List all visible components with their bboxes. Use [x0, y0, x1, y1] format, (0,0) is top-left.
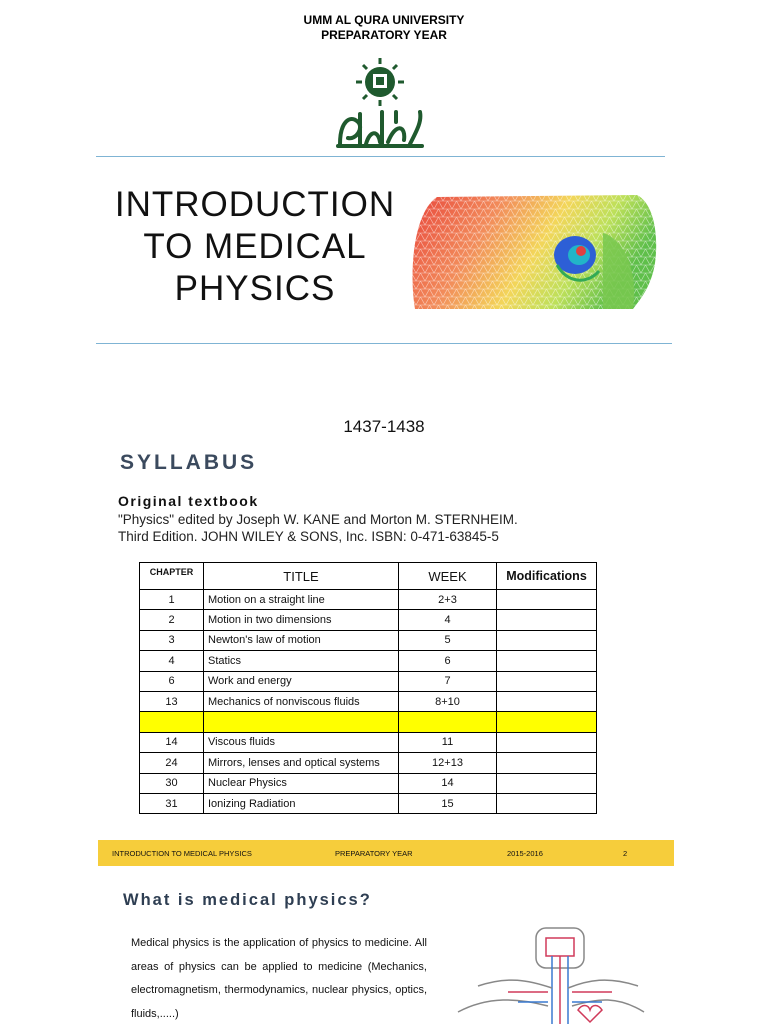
- table-row: [140, 712, 597, 732]
- table-row: [140, 753, 597, 773]
- cover-title: [100, 184, 410, 310]
- table-row: [140, 651, 597, 671]
- body-systems-diagram: [448, 926, 648, 1024]
- cell-chapter: 4: [140, 651, 204, 671]
- cell-title: Nuclear Physics: [204, 773, 399, 793]
- cell-title: Newton's law of motion: [204, 630, 399, 650]
- cell-title: [204, 712, 399, 732]
- cell-modifications: [497, 651, 597, 671]
- table-row: [140, 671, 597, 691]
- cell-week: [399, 712, 497, 732]
- table-row: [140, 630, 597, 650]
- column-header-title: TITLE: [204, 563, 399, 590]
- column-header-week: WEEK: [399, 563, 497, 590]
- cell-week: 14: [399, 773, 497, 793]
- top-divider: [96, 156, 665, 157]
- cell-modifications: [497, 712, 597, 732]
- cell-chapter: [140, 712, 204, 732]
- cell-week: 12+13: [399, 753, 497, 773]
- column-header-chapter: CHAPTER: [140, 563, 204, 590]
- cell-title: Statics: [204, 651, 399, 671]
- cell-chapter: 31: [140, 793, 204, 813]
- cell-modifications: [497, 671, 597, 691]
- academic-years: 1437-1438: [343, 417, 425, 436]
- cell-modifications: [497, 753, 597, 773]
- body-mesh-illustration: [407, 193, 660, 309]
- title-line: PHYSICS: [174, 269, 336, 308]
- table-header-row: [140, 563, 597, 590]
- title-line: TO MEDICAL: [143, 227, 367, 266]
- bottom-divider: [96, 343, 672, 344]
- textbook-line: "Physics" edited by Joseph W. KANE and Morton M. STERNHEIM.: [118, 512, 518, 527]
- cell-chapter: 2: [140, 610, 204, 630]
- cell-modifications: [497, 773, 597, 793]
- cell-week: 8+10: [399, 691, 497, 711]
- cell-title: Motion in two dimensions: [204, 610, 399, 630]
- textbook-line: Third Edition. JOHN WILEY & SONS, Inc. ISBN: 0-471-63845-5: [118, 529, 499, 544]
- cell-title: Mechanics of nonviscous fluids: [204, 691, 399, 711]
- syllabus-table: [139, 562, 597, 814]
- footer-academic-year: 2015-2016: [507, 849, 543, 858]
- table-row: [140, 732, 597, 752]
- cell-week: 7: [399, 671, 497, 691]
- cell-chapter: 14: [140, 732, 204, 752]
- preparatory-year-label: PREPARATORY YEAR: [321, 28, 447, 42]
- cell-title: Motion on a straight line: [204, 590, 399, 610]
- cell-modifications: [497, 732, 597, 752]
- page-footer: [98, 840, 674, 866]
- university-header: [0, 13, 768, 43]
- cell-modifications: [497, 691, 597, 711]
- table-row: [140, 793, 597, 813]
- title-line: INTRODUCTION: [114, 185, 396, 224]
- cell-chapter: 3: [140, 630, 204, 650]
- cell-week: 11: [399, 732, 497, 752]
- cell-week: 2+3: [399, 590, 497, 610]
- textbook-reference: [118, 511, 518, 545]
- cell-week: 6: [399, 651, 497, 671]
- section-paragraph: Medical physics is the application of physics to medicine. All areas of physics can be applied to medicine (Mechanics, electromagnetism, thermodynamics, nuclear physics, optics, fluids,.....): [131, 937, 427, 1020]
- cell-modifications: [497, 793, 597, 813]
- column-header-modifications: Modifications: [497, 563, 597, 590]
- cell-chapter: 24: [140, 753, 204, 773]
- cell-chapter: 30: [140, 773, 204, 793]
- table-row: [140, 691, 597, 711]
- footer-year-label: PREPARATORY YEAR: [335, 849, 413, 858]
- cell-title: Viscous fluids: [204, 732, 399, 752]
- cell-chapter: 13: [140, 691, 204, 711]
- cell-chapter: 1: [140, 590, 204, 610]
- cell-week: 4: [399, 610, 497, 630]
- cell-title: Mirrors, lenses and optical systems: [204, 753, 399, 773]
- cell-week: 15: [399, 793, 497, 813]
- section-heading: What is medical physics?: [123, 891, 372, 909]
- university-logo: [330, 52, 430, 148]
- cell-week: 5: [399, 630, 497, 650]
- cell-title: Ionizing Radiation: [204, 793, 399, 813]
- cell-modifications: [497, 590, 597, 610]
- university-name: UMM AL QURA UNIVERSITY: [303, 13, 465, 27]
- cell-title: Work and energy: [204, 671, 399, 691]
- table-row: [140, 590, 597, 610]
- textbook-heading: Original textbook: [118, 493, 259, 509]
- cell-modifications: [497, 610, 597, 630]
- cell-modifications: [497, 630, 597, 650]
- cell-chapter: 6: [140, 671, 204, 691]
- syllabus-heading: SYLLABUS: [120, 451, 258, 474]
- footer-page-number: 2: [623, 849, 628, 858]
- table-row: [140, 610, 597, 630]
- table-row: [140, 773, 597, 793]
- footer-course: INTRODUCTION TO MEDICAL PHYSICS: [112, 849, 252, 858]
